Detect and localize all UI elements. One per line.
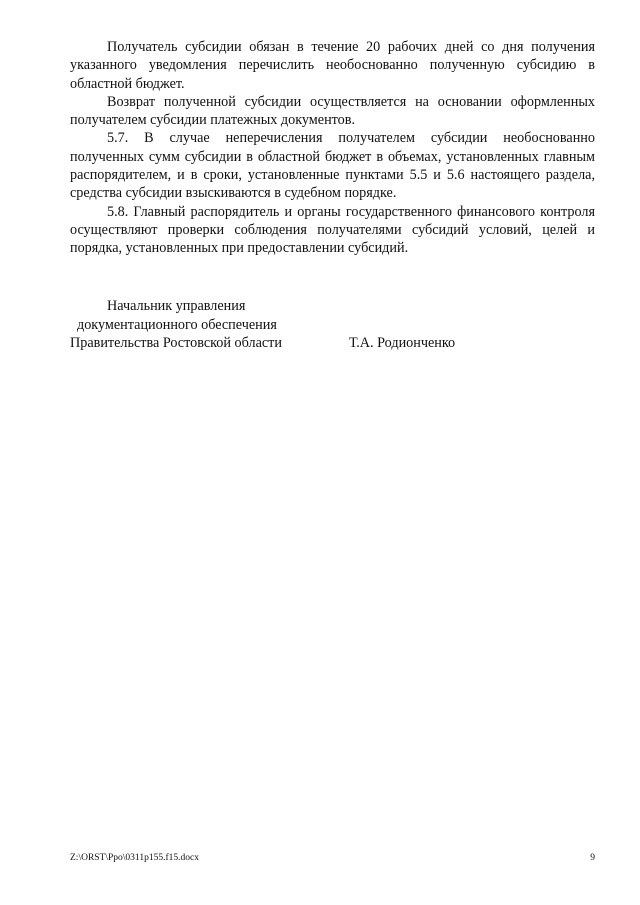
paragraph-refund-basis: Возврат полученной субсидии осуществляется на основании оформленных получателем субсидии платежных документов.	[70, 93, 595, 129]
signatory-name: Т.А. Родионченко	[349, 335, 456, 351]
signature-block	[70, 297, 595, 353]
signature-title-line-2: документационного обеспечения	[77, 316, 277, 333]
page-number: 9	[590, 853, 595, 863]
paragraph-refund-obligation: Получатель субсидии обязан в течение 20 рабочих дней со дня получения указанного уведомления перечислить необоснованно полученную субсидию в областной бюджет.	[70, 39, 595, 92]
signature-title-line-3: Правительства Ростовской области	[70, 335, 282, 351]
document-body	[70, 38, 595, 258]
paragraph-5-8: 5.8. Главный распорядитель и органы государственного финансового контроля осуществляют проверки соблюдения получателями субсидий условий, целей и порядка, установленных при предоставлении субсидий.	[70, 203, 595, 257]
signature-row	[70, 334, 595, 353]
signature-title-line-1: Начальник управления	[107, 298, 246, 314]
paragraph-5-7: 5.7. В случае неперечисления получателем субсидии необоснованно полученных сумм субсидии в областной бюджет в объемах, установленных главным распорядителем, и в сроки, установленные пунктами 5.5 и 5.6 настоящего раздела, средства субсидии взыскиваются в судебном порядке.	[70, 130, 595, 202]
footer-file-path: Z:\ORST\Ppo\0311p155.f15.docx	[70, 853, 199, 863]
